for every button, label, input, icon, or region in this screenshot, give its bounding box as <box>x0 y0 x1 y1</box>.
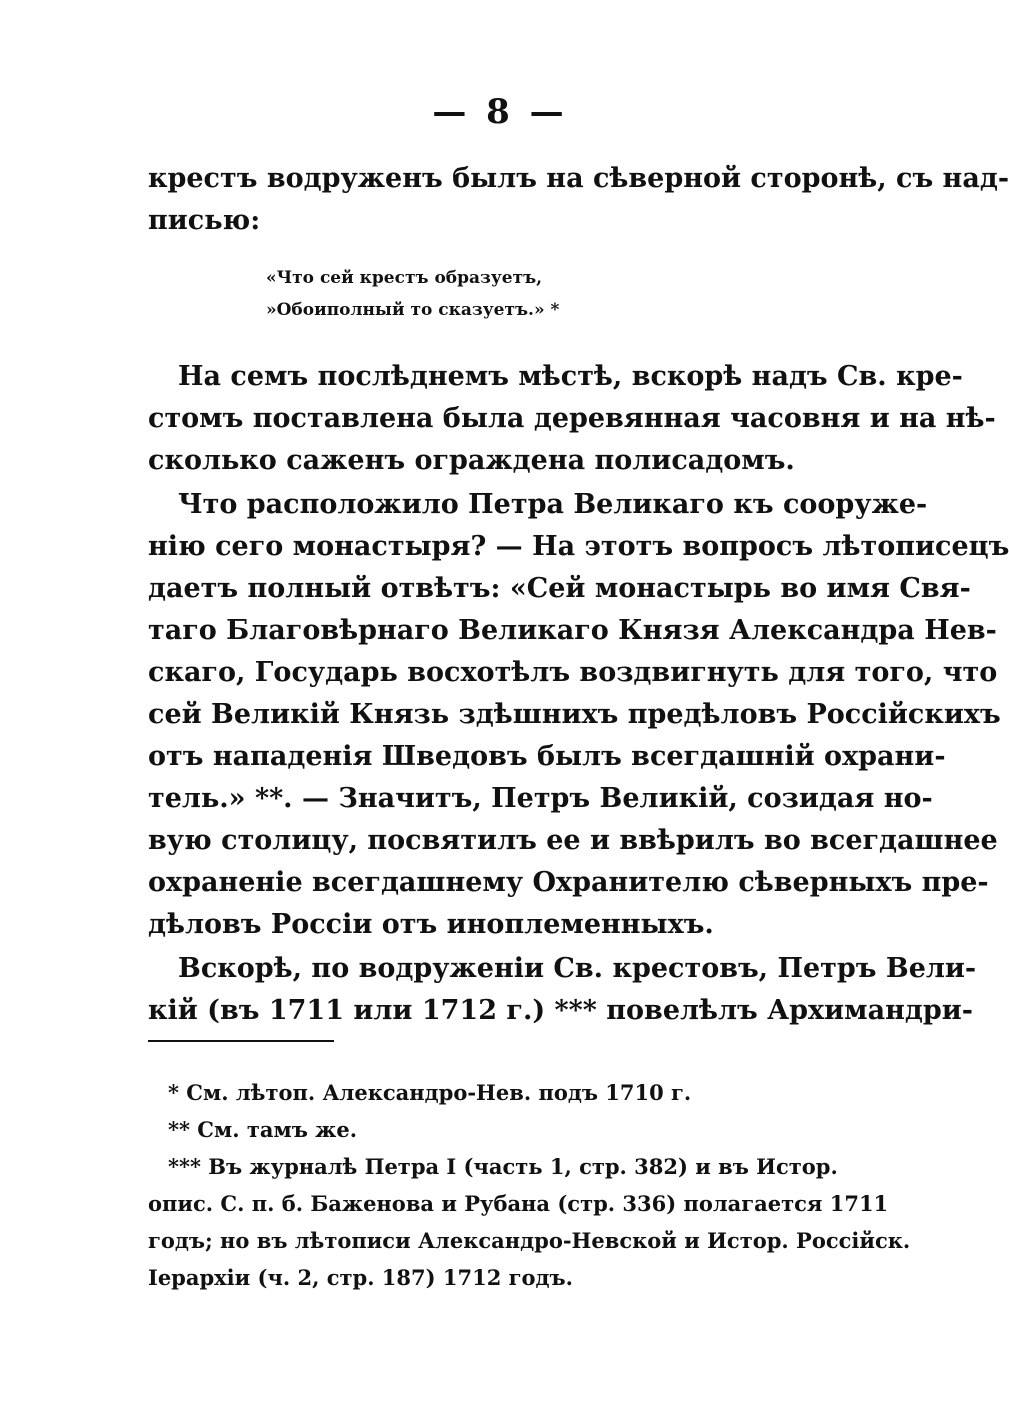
opening-text <box>148 158 1009 242</box>
text-line: дѣловъ Россіи отъ иноплеменныхъ. <box>148 909 714 940</box>
text-line: сей Великій Князь здѣшнихъ предѣловъ Россійскихъ <box>148 699 1001 730</box>
text-line: отъ нападенія Шведовъ былъ всегдашній охрани- <box>148 741 946 772</box>
quote-line: «Что сей крестъ образуетъ, <box>266 268 543 288</box>
footnote: * См. лѣтоп. Александро-Нев. подъ 1710 г. <box>168 1080 692 1105</box>
footnote: ** См. тамъ же. <box>168 1117 358 1142</box>
text-line: крестъ водруженъ былъ на сѣверной сторонѣ, съ над- <box>148 163 1009 194</box>
text-line: нію сего монастыря? — На этотъ вопросъ лѣтописецъ <box>148 531 1009 562</box>
text-line: таго Благовѣрнаго Великаго Князя Александра Нев- <box>148 615 997 646</box>
page-number: — 8 — <box>432 92 568 132</box>
text-line: скаго, Государь восхотѣлъ воздвигнуть для того, что <box>148 657 998 688</box>
main-text <box>148 356 1009 1032</box>
text-line: сколько саженъ ограждена полисадомъ. <box>148 445 795 476</box>
text-line: Вскорѣ, по водруженіи Св. крестовъ, Петръ Вели- <box>178 953 977 984</box>
text-line: кій (въ 1711 или 1712 г.) *** повелѣлъ Архимандри- <box>148 995 973 1026</box>
text-line: даетъ полный отвѣтъ: «Сей монастырь во имя Свя- <box>148 573 971 604</box>
inscription-quote <box>266 262 559 326</box>
text-line: писью: <box>148 205 261 236</box>
quote-line: »Обоиполный то сказуетъ.» * <box>266 300 560 320</box>
footnote-continuation: Іерархіи (ч. 2, стр. 187) 1712 годъ. <box>148 1265 573 1290</box>
text-line: На семъ послѣднемъ мѣстѣ, вскорѣ надъ Св. кре- <box>178 361 963 392</box>
footnote-divider <box>148 1040 334 1042</box>
footnote: *** Въ журналѣ Петра I (часть 1, стр. 382) и въ Истор. <box>168 1154 838 1179</box>
text-line: стомъ поставлена была деревянная часовня и на нѣ- <box>148 403 996 434</box>
text-line: вую столицу, посвятилъ ее и ввѣрилъ во всегдашнее <box>148 825 998 856</box>
footnote-continuation: опис. С. п. б. Баженова и Рубана (стр. 336) полагается 1711 <box>148 1191 889 1216</box>
text-line: Что расположило Петра Великаго къ сооруже- <box>178 489 928 520</box>
footnotes <box>148 1074 911 1296</box>
text-line: тель.» **. — Значитъ, Петръ Великій, созидая но- <box>148 783 933 814</box>
footnote-continuation: годъ; но въ лѣтописи Александро-Невской и Истор. Россійск. <box>148 1228 911 1253</box>
text-line: охраненіе всегдашнему Охранителю сѣверныхъ пре- <box>148 867 989 898</box>
